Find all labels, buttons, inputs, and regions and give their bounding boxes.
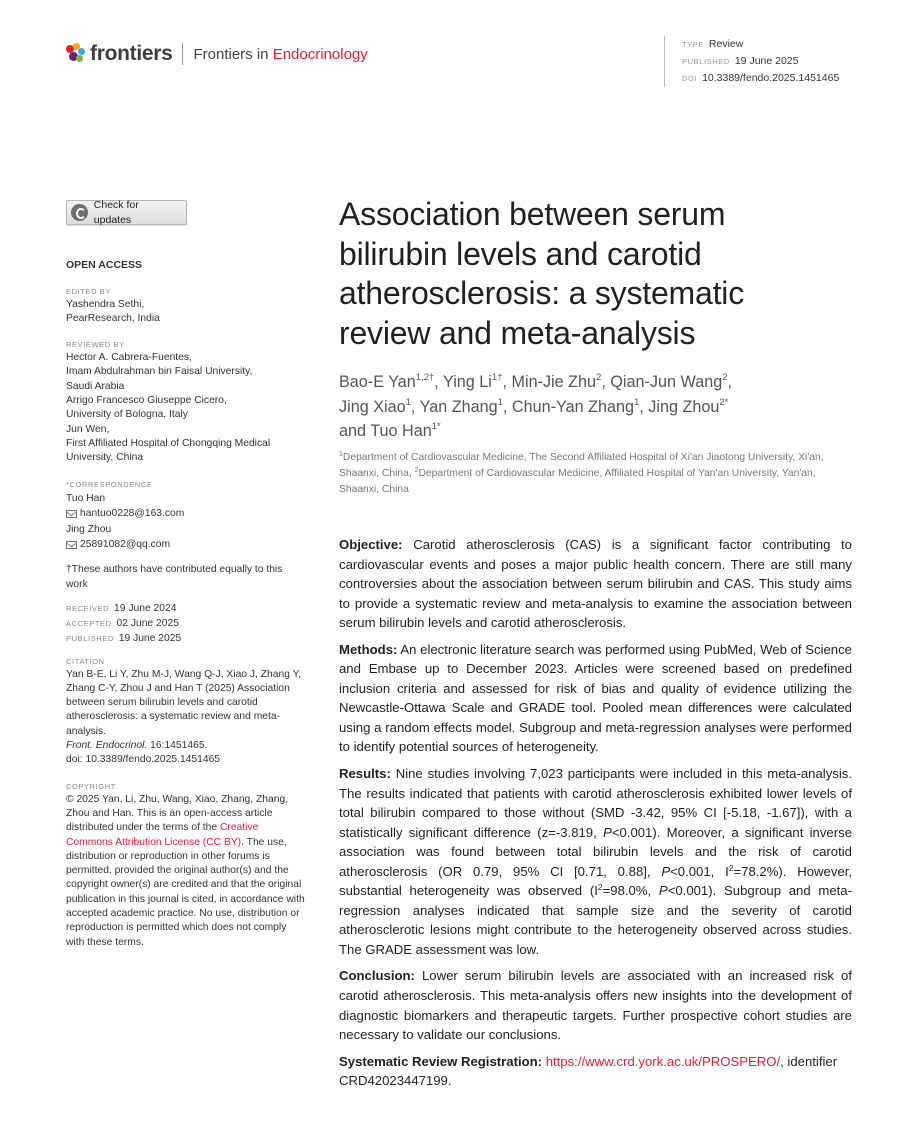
edited-by-label: EDITED BY — [66, 286, 111, 296]
logo-divider — [182, 43, 183, 65]
article-meta — [664, 36, 839, 87]
article-published: PUBLISHED 19 June 2025 — [682, 55, 799, 67]
abstract-methods: Methods: An electronic literature search was performed using PubMed, Web of Science and Embase up to December 2023. Articles were screened based on predefined inclusion criteria and assessed for risk of bias and quality of evidence utilizing the Newcastle-Ottawa Scale and GRADE tool. Pooled mean differences were calculated using a random effects model. Subgroup and meta-regression analyses were performed to identify potential sources of heterogeneity. — [339, 641, 852, 755]
author-name[interactable]: Bao-E Yan — [339, 373, 416, 391]
abstract-results: Results: Nine studies involving 7,023 participants were included in this meta-analysis. The results indicated that patients with carotid atherosclerosis exhibited lower levels of total bilirubin compared to those without (SMD -3.42, 95% CI [-5.18, -1.67]), with a statistically significant difference (z=-3.819, P<0.001). Moreover, a significant inverse association was found between total bilirubin levels and the risk of carotid atherosclerosis (OR 0.79, 95% CI [0.71, 0.88], P<0.001, $I^2=78.2\%$). However, substantial heterogeneity was observed ($I^2=98.0\%$, P<0.001). Subgroup and meta-regression analyses indicated that sample size and the severity of carotid atherosclerotic lesions might contribute to the heterogeneity observed across studies. The GRADE assessment was low. — [339, 766, 852, 957]
reviewed-by-label: REVIEWED BY — [66, 340, 125, 350]
abstract-objective: Objective: Carotid atherosclerosis (CAS) is a significant factor contributing to cardiovascular events and poses a major public health concern. There are still many controversies about the association between serum bilirubin and CAS. This study aims to provide a systematic review and meta-analysis to examine the association between serum bilirubin levels and carotid atherosclerosis. — [339, 537, 852, 631]
copyright-label: COPYRIGHT — [66, 781, 116, 791]
correspondence: Tuo Han hantuo0228@163.com Jing Zhou 25891082@qq.com — [66, 491, 306, 553]
author-name[interactable]: Jing Zhou — [648, 397, 720, 416]
equal-contribution-note: †These authors have contributed equally to this work — [66, 563, 283, 590]
author-name[interactable]: Min-Jie Zhu — [511, 373, 597, 391]
email-icon — [66, 541, 77, 549]
frontiers-logo-icon — [66, 43, 86, 65]
author-separator: , — [639, 397, 649, 416]
edited-by: Yashendra Sethi, PearResearch, India — [66, 298, 160, 324]
author-name[interactable]: Ying Li — [443, 373, 492, 391]
open-access-label: OPEN ACCESS — [66, 259, 143, 272]
author-name[interactable]: Jing Xiao — [339, 397, 406, 416]
refresh-icon — [71, 204, 88, 221]
email-link[interactable]: 25891082@qq.com — [80, 539, 171, 551]
email-link[interactable]: hantuo0228@163.com — [80, 508, 185, 520]
abstract-conclusion: Conclusion: Lower serum bilirubin levels are associated with an increased risk of carotid atherosclerosis. This meta-analysis offers new insights into the development of diagnostic biomarkers and therapeutic targets. Further prospective cohort studies are necessary to validate our conclusions. — [339, 968, 852, 1043]
citation-label: CITATION — [66, 656, 105, 666]
check-for-updates-button[interactable]: Check for updates — [66, 200, 187, 225]
author-name[interactable]: Yan Zhang — [419, 397, 498, 416]
logo-wordmark: frontiers — [90, 42, 173, 65]
frontiers-logo[interactable] — [66, 40, 368, 68]
abstract-registration: Systematic Review Registration: https://www.crd.york.ac.uk/PROSPERO/, identifier CRD42023447199. — [339, 1053, 838, 1089]
citation: Yan B-E, Li Y, Zhu M-J, Wang Q-J, Xiao J, Zhang Y, Zhang C-Y, Zhou J and Han T (2025) Association between serum bilirubin levels and carotid atherosclerosis: a systematic review and meta-analysis. Front. Endocrinol. 16:1451465. doi: 10.3389/fendo.2025.1451465 — [66, 668, 302, 766]
author-affiliation-marker: 1 — [497, 396, 503, 408]
author-affiliation-marker: 2 — [722, 372, 728, 383]
author-separator: , — [434, 373, 443, 391]
author-affiliation-marker: 1† — [491, 372, 503, 383]
affiliations: $^1$Department of Cardiovascular Medicine, The Second Affiliated Hospital of Xi'an Jiaotong University, Xi'an, Shaanxi, China, $^2$Department of Cardiovascular Medicine, Affiliated Hospital of Yan'an University, Yan'an, Shaanxi, China — [339, 451, 824, 495]
author-affiliation-marker: 1,2† — [415, 372, 435, 383]
author-list — [339, 370, 854, 444]
author-name[interactable]: Qian-Jun Wang — [610, 373, 723, 391]
reviewed-by: Hector A. Cabrera-Fuentes, Imam Abdulrahman bin Faisal University, Saudi Arabia Arrigo Francesco Giuseppe Cicero, University of Bologna, Italy Jun Wen, First Affiliated Hospital of Chongqing Medical University, China — [66, 352, 271, 464]
email-icon — [66, 510, 77, 518]
article-title: Association between serum bilirubin levels and carotid atherosclerosis: a systematic review and meta-analysis — [339, 196, 745, 351]
author-affiliation-marker: 1 — [633, 396, 640, 408]
license-link[interactable]: Creative Commons Attribution License (CC BY) — [66, 822, 259, 848]
correspondence-label: *CORRESPONDENCE — [66, 479, 153, 489]
prospero-link[interactable]: https://www.crd.york.ac.uk/PROSPERO/ — [545, 1053, 781, 1069]
author-separator: , — [601, 373, 611, 391]
author-name[interactable]: Chun-Yan Zhang — [511, 397, 634, 416]
article-doi: DOI 10.3389/fendo.2025.1451465 — [682, 72, 840, 84]
author-affiliation-marker: 2 — [596, 372, 602, 383]
author-separator: , — [502, 397, 512, 416]
article-type: TYPE Review — [682, 38, 744, 50]
sidebar — [66, 200, 306, 950]
abstract — [339, 535, 852, 1098]
journal-name[interactable]: Frontiers in Endocrinology — [193, 45, 368, 63]
author-separator: , — [502, 373, 512, 391]
author-affiliation-marker: 1 — [405, 396, 411, 408]
author-separator: , — [410, 397, 420, 416]
copyright: © 2025 Yan, Li, Zhu, Wang, Xiao, Zhang, Zhang, Zhou and Han. This is an open-access article distributed under the terms of the Creative Commons Attribution License (CC BY). The use, distribution or reproduction in other forums is permitted, provided the original author(s) and the copyright owner(s) are credited and that the original publication in this journal is cited, in accordance with accepted academic practice. No use, distribution or reproduction is permitted which does not comply with these terms. — [66, 793, 305, 948]
author-name[interactable]: and Tuo Han — [339, 422, 432, 440]
author-separator: , — [727, 373, 733, 391]
history-dates: RECEIVED 19 June 2024 ACCEPTED 02 June 2025 PUBLISHED 19 June 2025 — [66, 602, 182, 644]
author-affiliation-marker: 1* — [431, 421, 441, 432]
author-affiliation-marker: 2* — [719, 396, 729, 408]
